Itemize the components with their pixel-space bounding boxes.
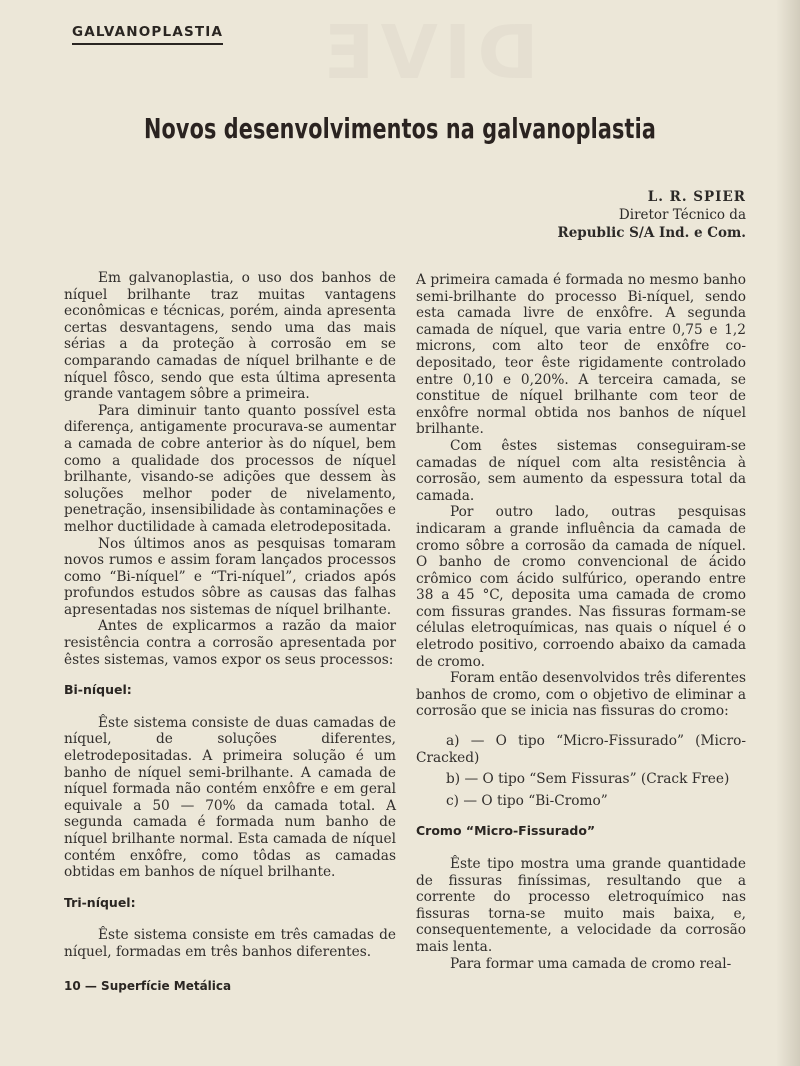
- paragraph: Antes de explicarmos a razão da maior resistência contra a corrosão apresentada por êstes sistemas, vamos expor os seus processos:: [64, 618, 396, 668]
- author-company: Republic S/A Ind. e Com.: [557, 225, 746, 241]
- paragraph: Nos últimos anos as pesquisas tomaram novos rumos e assim foram lançados processos como “Bi-níquel” e “Tri-níquel”, criados após profundos estudos sôbre as causas das falhas apresentadas nos sistemas de níquel brilhante.: [64, 535, 396, 618]
- paragraph: Êste sistema consiste em três camadas de níquel, formadas em três banhos diferentes.: [64, 927, 396, 960]
- paragraph: Por outro lado, outras pesquisas indicaram a grande influência da camada de cromo sôbre a corrosão da camada de níquel. O banho de cromo convencional de ácido crômico com ácido sulfúrico, operando entre 38 a 45 °C, deposita uma camada de cromo com fissuras grandes. Nas fissuras formam-se células eletroquímicas, nas quais o níquel é o eletrodo positivo, corroendo abaixo da camada de cromo.: [416, 504, 746, 670]
- list-item: b) — O tipo “Sem Fissuras” (Crack Free): [446, 771, 730, 788]
- author-role: Diretor Técnico da: [618, 207, 746, 223]
- paragraph: Êste tipo mostra uma grande quantidade de fissuras finíssimas, resultando que a corrente do processo eletroquímico nas fissuras torna-se muito mais baixa, e, consequentemente, a velocidade da corrosão mais lenta.: [416, 856, 746, 955]
- paragraph: A primeira camada é formada no mesmo banho semi-brilhante do processo Bi-níquel, sendo esta camada livre de enxôfre. A segunda camada de níquel, que varia entre 0,75 e 1,2 microns, com alto teor de enxôfre co-depositado, teor êste rigidamente controlado entre 0,10 e 0,20%. A terceira camada, se constitue de níquel brilhante com teor de enxôfre normal obtida nos banhos de níquel brilhante.: [416, 272, 746, 438]
- subheading-tri-niquel: Tri-níquel:: [64, 894, 136, 910]
- author-name: L. R. SPIER: [647, 189, 746, 205]
- section-header: GALVANOPLASTIA: [72, 24, 223, 45]
- show-through-text: DIVE: [318, 10, 539, 96]
- page-footer: 10 — Superfície Metálica: [64, 979, 232, 993]
- subheading-bi-niquel: Bi-níquel:: [64, 682, 132, 698]
- article-title: Novos desenvolvimentos na galvanoplastia: [144, 112, 656, 145]
- page-edge-shadow: [776, 0, 800, 1066]
- paragraph: Com êstes sistemas conseguiram-se camadas de níquel com alta resistência à corrosão, sem aumento da espessura total da camada.: [416, 437, 746, 504]
- subheading-micro-fissurado: Cromo “Micro-Fissurado”: [416, 823, 596, 839]
- paragraph: Foram então desenvolvidos três diferentes banhos de cromo, com o objetivo de eliminar a corrosão que se inicia nas fissuras do cromo:: [416, 670, 746, 720]
- left-column: [64, 270, 396, 961]
- byline: [557, 188, 746, 242]
- paragraph: Para formar uma camada de cromo real-: [450, 955, 732, 972]
- right-column: [416, 272, 746, 972]
- paragraph: Êste sistema consiste de duas camadas de níquel, de soluções diferentes, eletrodepositadas. A primeira solução é um banho de níquel semi-brilhante. A camada de níquel formada não contém enxôfre e em geral equivale a 50 — 70% da camada total. A segunda camada é formada num banho de níquel brilhante normal. Esta camada de níquel contém enxôfre, como tôdas as camadas obtidas em banhos de níquel brilhante.: [64, 714, 396, 881]
- spacer: [416, 720, 746, 733]
- list-item: a) — O tipo “Micro-Fissurado” (Micro-Cracked): [416, 733, 746, 766]
- paragraph: Em galvanoplastia, o uso dos banhos de níquel brilhante traz muitas vantagens econômicas e técnicas, porém, ainda apresenta certas desvantagens, sendo uma das mais sérias a da proteção à corrosão em se comparando camadas de níquel brilhante e de níquel fôsco, sendo que esta última apresenta grande vantagem sôbre a primeira.: [64, 270, 396, 403]
- list-item: c) — O tipo “Bi-Cromo”: [446, 792, 608, 809]
- paragraph: Para diminuir tanto quanto possível esta diferença, antigamente procurava-se aumentar a camada de cobre anterior às do níquel, bem como a qualidade dos processos de níquel brilhante, visando-se adições que dessem às soluções melhor poder de nivelamento, penetração, insensibilidade às contaminações e melhor ductilidade à camada eletrodepositada.: [64, 402, 396, 535]
